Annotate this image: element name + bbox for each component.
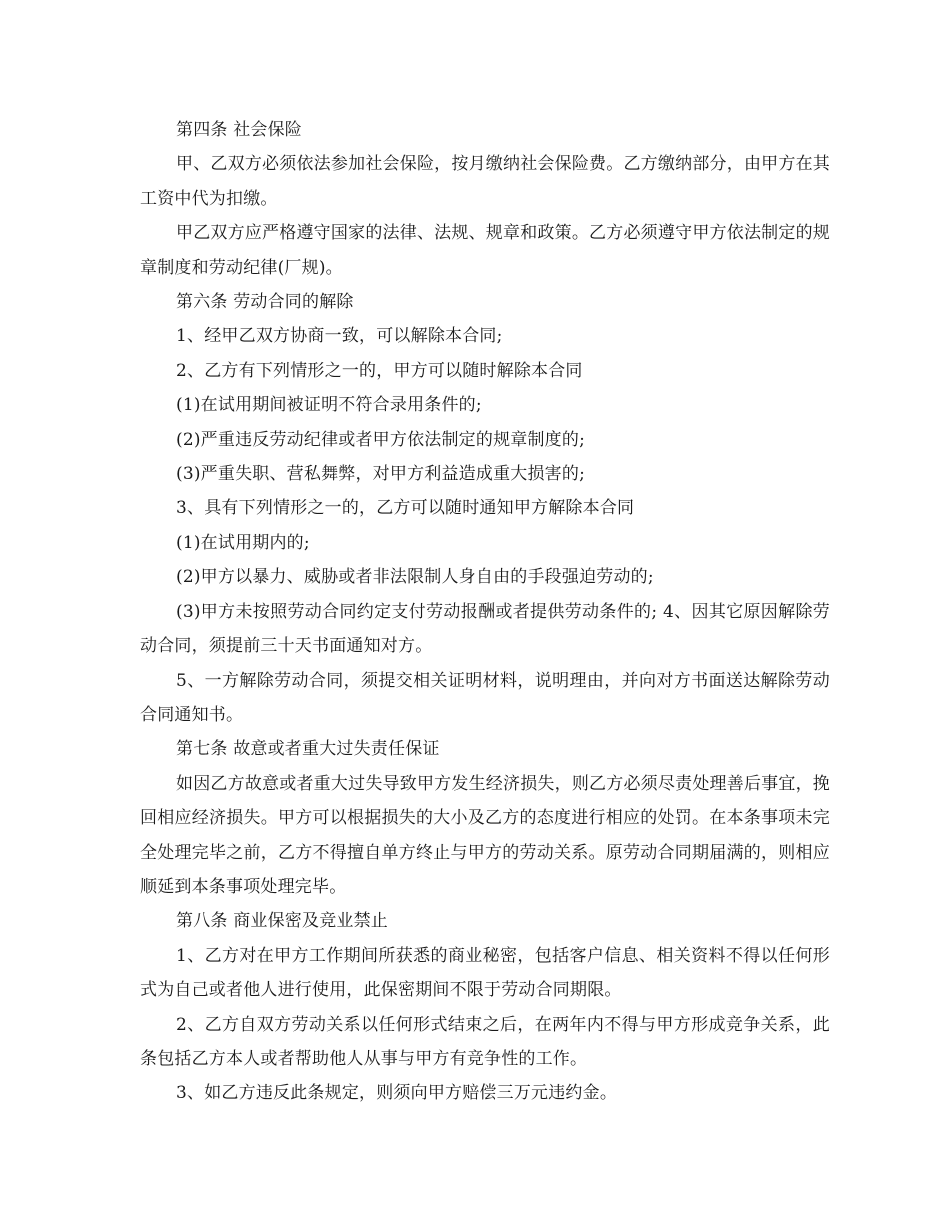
paragraph: (1)在试用期内的; [176,532,310,553]
paragraph: 3、如乙方违反此条规定，则须向甲方赔偿三万元违约金。 [176,1083,618,1104]
paragraph: 甲乙双方应严格遵守国家的法律、法规、规章和政策。乙方必须遵守甲方依法制定的规章制度和劳动纪律(厂规)。 [140,223,830,278]
paragraph: (2)甲方以暴力、威胁或者非法限制人身自由的手段强迫劳动的; [176,567,654,588]
paragraph: 如因乙方故意或者重大过失导致甲方发生经济损失，则乙方必须尽责处理善后事宜，挽回相应经济损失。甲方可以根据损失的大小及乙方的态度进行相应的处罚。在本条事项未完全处理完毕之前，乙方不得擅自单方终止与甲方的劳动关系。原劳动合同期届满的，则相应顺延到本条事项处理完毕。 [140,773,830,897]
paragraph: 5、一方解除劳动合同，须提交相关证明材料，说明理由，并向对方书面送达解除劳动合同通知书。 [140,670,830,725]
paragraph: (3)严重失职、营私舞弊，对甲方利益造成重大损害的; [176,464,586,485]
paragraph: 1、乙方对在甲方工作期间所获悉的商业秘密，包括客户信息、相关资料不得以任何形式为自己或者他人进行使用，此保密期间不限于劳动合同期限。 [140,945,830,1001]
paragraph: 1、经甲乙双方协商一致，可以解除本合同; [176,326,503,347]
section-heading-article-6: 第六条 劳动合同的解除 [176,292,354,313]
paragraph: 3、具有下列情形之一的，乙方可以随时通知甲方解除本合同 [176,498,635,519]
section-heading-article-7: 第七条 故意或者重大过失责任保证 [176,739,440,760]
paragraph: (3)甲方未按照劳动合同约定支付劳动报酬或者提供劳动条件的; 4、因其它原因解除劳动合同，须提前三十天书面通知对方。 [140,601,830,657]
paragraph: (2)严重违反劳动纪律或者甲方依法制定的规章制度的; [176,429,586,450]
document-body [140,113,830,1111]
paragraph: 甲、乙双方必须依法参加社会保险，按月缴纳社会保险费。乙方缴纳部分，由甲方在其工资中代为扣缴。 [140,154,830,209]
paragraph: 2、乙方有下列情形之一的，甲方可以随时解除本合同 [176,360,583,381]
section-heading-article-4: 第四条 社会保险 [176,120,303,140]
paragraph: 2、乙方自双方劳动关系以任何形式结束之后，在两年内不得与甲方形成竞争关系，此条包括乙方本人或者帮助他人从事与甲方有竞争性的工作。 [140,1014,830,1069]
section-heading-article-8: 第八条 商业保密及竞业禁止 [176,911,389,932]
paragraph: (1)在试用期间被证明不符合录用条件的; [176,395,482,416]
